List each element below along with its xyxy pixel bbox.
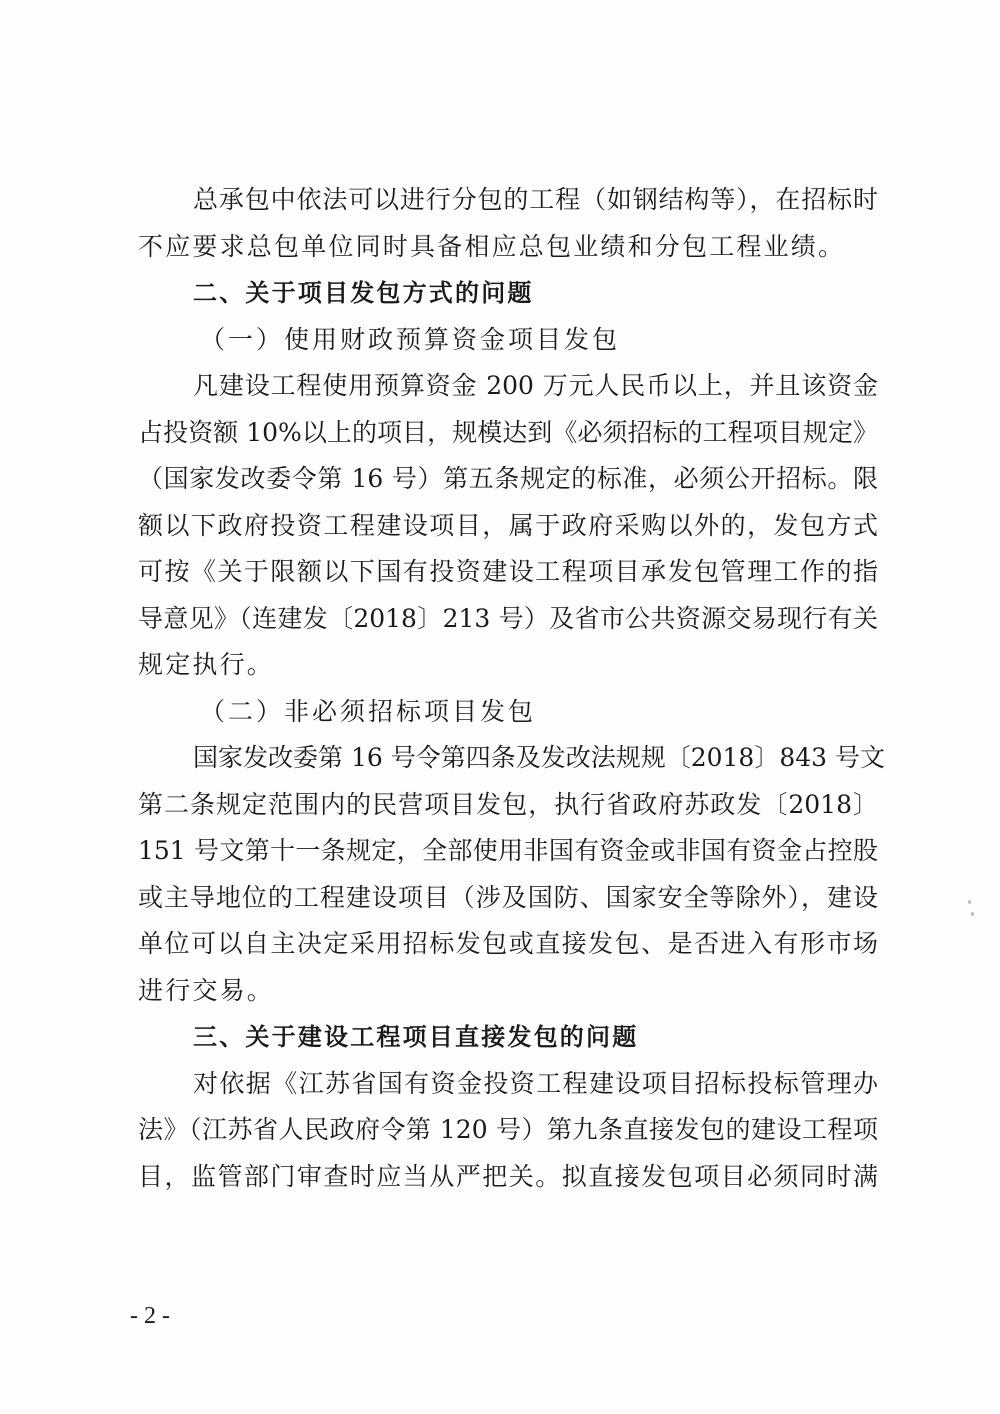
scan-speck: [971, 912, 974, 916]
paragraph-line: 目，监管部门审查时应当从严把关。拟直接发包项目必须同时满: [138, 1161, 878, 1191]
paragraph-line: 占投资额 10%以上的项目，规模达到《必须招标的工程项目规定》: [138, 417, 878, 447]
scan-speck: [968, 900, 971, 904]
paragraph-line: 规定执行。: [138, 650, 275, 679]
paragraph-line: 或主导地位的工程建设项目（涉及国防、国家安全等除外），建设: [138, 882, 878, 912]
paragraph-line: 凡建设工程使用预算资金 200 万元人民币以上，并且该资金: [193, 371, 878, 400]
paragraph-line: 不应要求总包单位同时具备相应总包业绩和分包工程业绩。: [138, 231, 846, 261]
paragraph-line: 额以下政府投资工程建设项目，属于政府采购以外的，发包方式: [138, 510, 878, 540]
section-heading-3: 三、关于建设工程项目直接发包的问题: [193, 1023, 639, 1051]
page-number: - 2 -: [130, 1303, 170, 1329]
paragraph-line: 总承包中依法可以进行分包的工程（如钢结构等），在招标时: [193, 185, 878, 214]
paragraph-line: 进行交易。: [138, 975, 275, 1005]
paragraph-line: 国家发改委第 16 号令第四条及发改法规规〔2018〕843 号文: [193, 743, 885, 772]
subsection-heading-1: （一）使用财政预算资金项目发包: [200, 324, 621, 354]
section-heading-2: 二、关于项目发包方式的问题: [193, 279, 534, 307]
paragraph-line: 第二条规定范围内的民营项目发包，执行省政府苏政发〔2018〕: [138, 789, 878, 819]
paragraph-line: 导意见》（连建发〔2018〕213 号）及省市公共资源交易现行有关: [138, 603, 878, 633]
paragraph-line: 可按《关于限额以下国有投资建设工程项目承发包管理工作的指: [138, 557, 878, 586]
paragraph-line: 对依据《江苏省国有资金投资工程建设项目招标投标管理办: [193, 1068, 878, 1098]
paragraph-line: 单位可以自主决定采用招标发包或直接发包、是否进入有形市场: [138, 929, 878, 958]
document-body: [138, 177, 885, 1200]
paragraph-line: 151 号文第十一条规定，全部使用非国有资金或非国有资金占控股: [138, 836, 878, 865]
paragraph-line: 法》（江苏省人民政府令第 120 号）第九条直接发包的建设工程项: [138, 1115, 878, 1144]
paragraph-line: （国家发改委令第 16 号）第五条规定的标准，必须公开招标。限: [138, 464, 878, 493]
subsection-heading-2: （二）非必须招标项目发包: [200, 696, 537, 726]
